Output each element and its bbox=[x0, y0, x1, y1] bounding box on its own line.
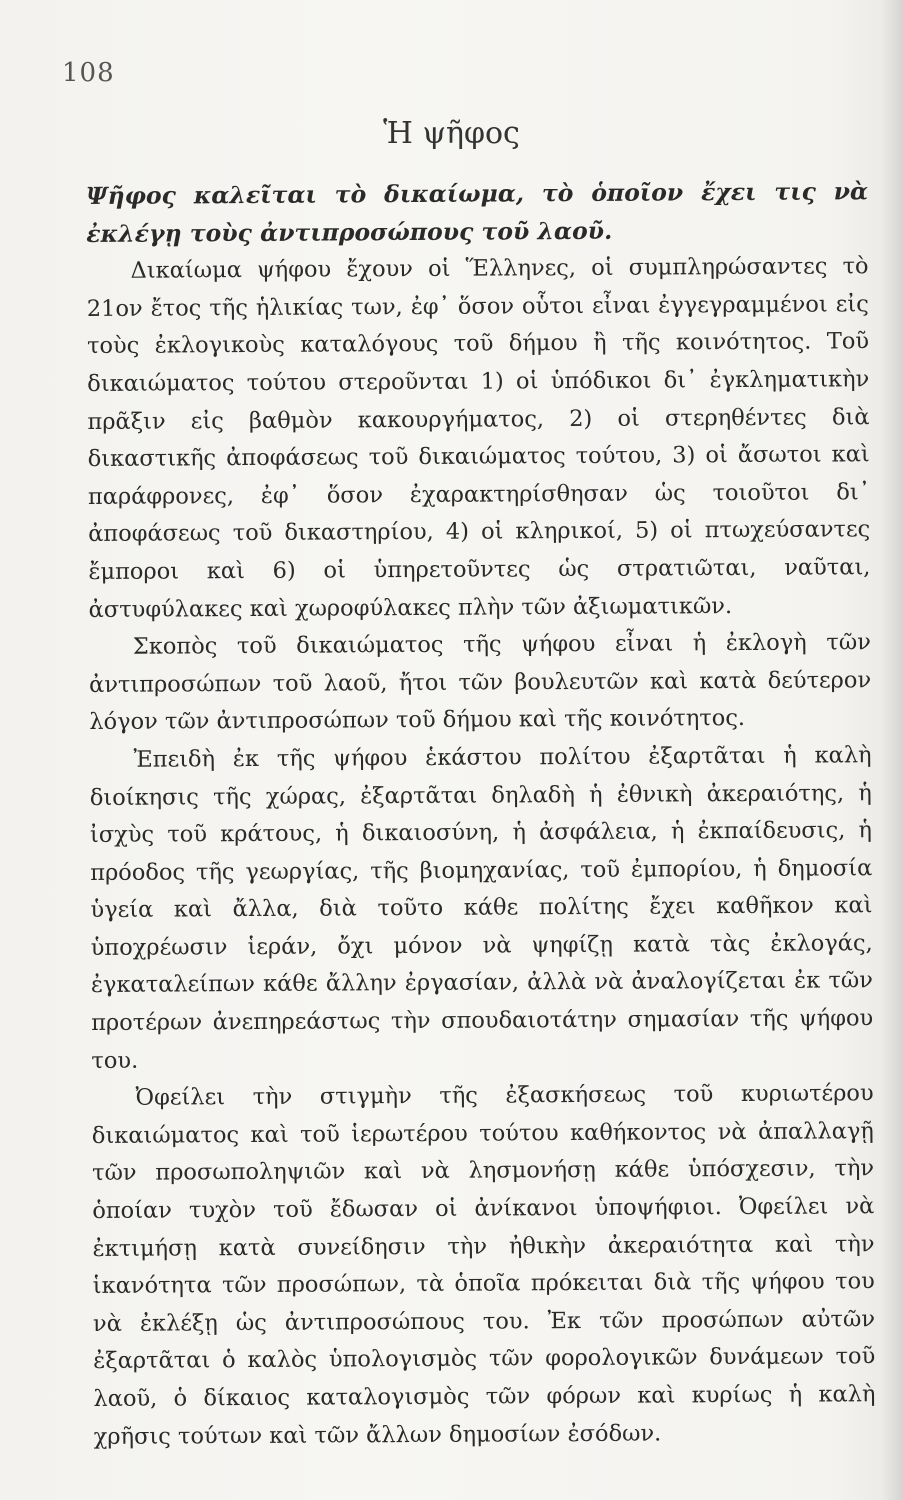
paragraph-voting-rights: Δικαίωμα ψήφου ἔχουν οἱ Ἕλληνες, οἱ συμπληρώσαντες τὸ 21ον ἔτος τῆς ἡλικίας των, ἐφ᾽ ὅσον οὗτοι εἶναι ἐγγεγραμμένοι εἰς τοὺς ἐκλογικοὺς καταλόγους τοῦ δήμου ἢ τῆς κοινότητος. Τοῦ δικαιώματος τούτου στεροῦνται 1) οἱ ὑπόδικοι δι᾽ ἐγκληματικὴν πρᾶξιν εἰς βαθμὸν κακουργήματος, 2) οἱ στερηθέντες διὰ δικαστικῆς ἀποφάσεως τοῦ δικαιώματος τούτου, 3) οἱ ἄσωτοι καὶ παράφρονες, ἐφ᾽ ὅσον ἐχαρακτηρίσθησαν ὡς τοιοῦτοι δι᾽ ἀποφάσεως τοῦ δικαστηρίου, 4) οἱ κληρικοί, 5) οἱ πτωχεύσαντες ἔμποροι καὶ 6) οἱ ὑπηρετοῦντες ὡς στρατιῶται, ναῦται, ἀστυφύλακες καὶ χωροφύλακες πλὴν τῶν ἀξιωματικῶν. bbox=[86, 253, 871, 623]
paragraph-civic-duty: Ἐπειδὴ ἐκ τῆς ψήφου ἑκάστου πολίτου ἐξαρτᾶται ἡ καλὴ διοίκησις τῆς χώρας, ἐξαρτᾶται δηλαδὴ ἡ ἐθνικὴ ἀκεραιότης, ἡ ἰσχὺς τοῦ κράτους, ἡ δικαιοσύνη, ἡ ἀσφάλεια, ἡ ἐκπαίδευσις, ἡ πρόοδος τῆς γεωργίας, τῆς βιομηχανίας, τοῦ ἐμπορίου, ἡ δημοσία ὑγεία καὶ ἄλλα, διὰ τοῦτο κάθε πολίτης ἔχει καθῆκον καὶ ὑποχρέωσιν ἱεράν, ὄχι μόνον νὰ ψηφίζῃ κατὰ τὰς ἐκλογάς, ἐγκαταλείπων κάθε ἄλλην ἐργασίαν, ἀλλὰ νὰ ἀναλογίζεται ἐκ τῶν προτέρων ἀνεπηρεάστως τὴν σπουδαιοτάτην σημασίαν τῆς ψήφου του. bbox=[89, 742, 874, 1074]
paragraph-obligation: Ὀφείλει τὴν στιγμὴν τῆς ἐξασκήσεως τοῦ κυριωτέρου δικαιώματος καὶ τοῦ ἱερωτέρου τούτου καθήκοντος νὰ ἀπαλλαγῇ τῶν προσωποληψιῶν καὶ νὰ λησμονήσῃ κάθε ὑπόσχεσιν, τὴν ὁποίαν τυχὸν τοῦ ἔδωσαν οἱ ἀνίκανοι ὑποψήφιοι. Ὀφείλει νὰ ἐκτιμήσῃ κατὰ συνείδησιν τὴν ἠθικὴν ἀκεραιότητα καὶ τὴν ἱκανότητα τῶν προσώπων, τὰ ὁποῖα πρόκειται διὰ τῆς ψήφου του νὰ ἐκλέξῃ ὡς ἀντιπροσώπους του. Ἐκ τῶν προσώπων αὐτῶν ἐξαρτᾶται ὁ καλὸς ὑπολογισμὸς τῶν φορολογικῶν δυνάμεων τοῦ λαοῦ, ὁ δίκαιος καταλογισμὸς τῶν φόρων καὶ κυρίως ἡ καλὴ χρῆσις τούτων καὶ τῶν ἄλλων δημοσίων ἐσόδων. bbox=[91, 1080, 876, 1450]
definition-paragraph: Ψῆφος καλεῖται τὸ δικαίωμα, τὸ ὁποῖον ἔχει τις νὰ ἐκλέγῃ τοὺς ἀντιπροσώπους τοῦ λαοῦ. bbox=[86, 177, 869, 248]
body-text bbox=[86, 173, 876, 1456]
page-edge-shadow bbox=[881, 0, 903, 1500]
page-number: 108 bbox=[62, 58, 115, 88]
paragraph-purpose: Σκοπὸς τοῦ δικαιώματος τῆς ψήφου εἶναι ἡ ἐκλογὴ τῶν ἀντιπροσώπων τοῦ λαοῦ, ἤτοι τῶν βουλευτῶν καὶ κατὰ δεύτερον λόγον τῶν ἀντιπροσώπων τοῦ δήμου καὶ τῆς κοινότητος. bbox=[89, 629, 872, 736]
chapter-title: Ἡ ψῆφος bbox=[383, 116, 520, 151]
